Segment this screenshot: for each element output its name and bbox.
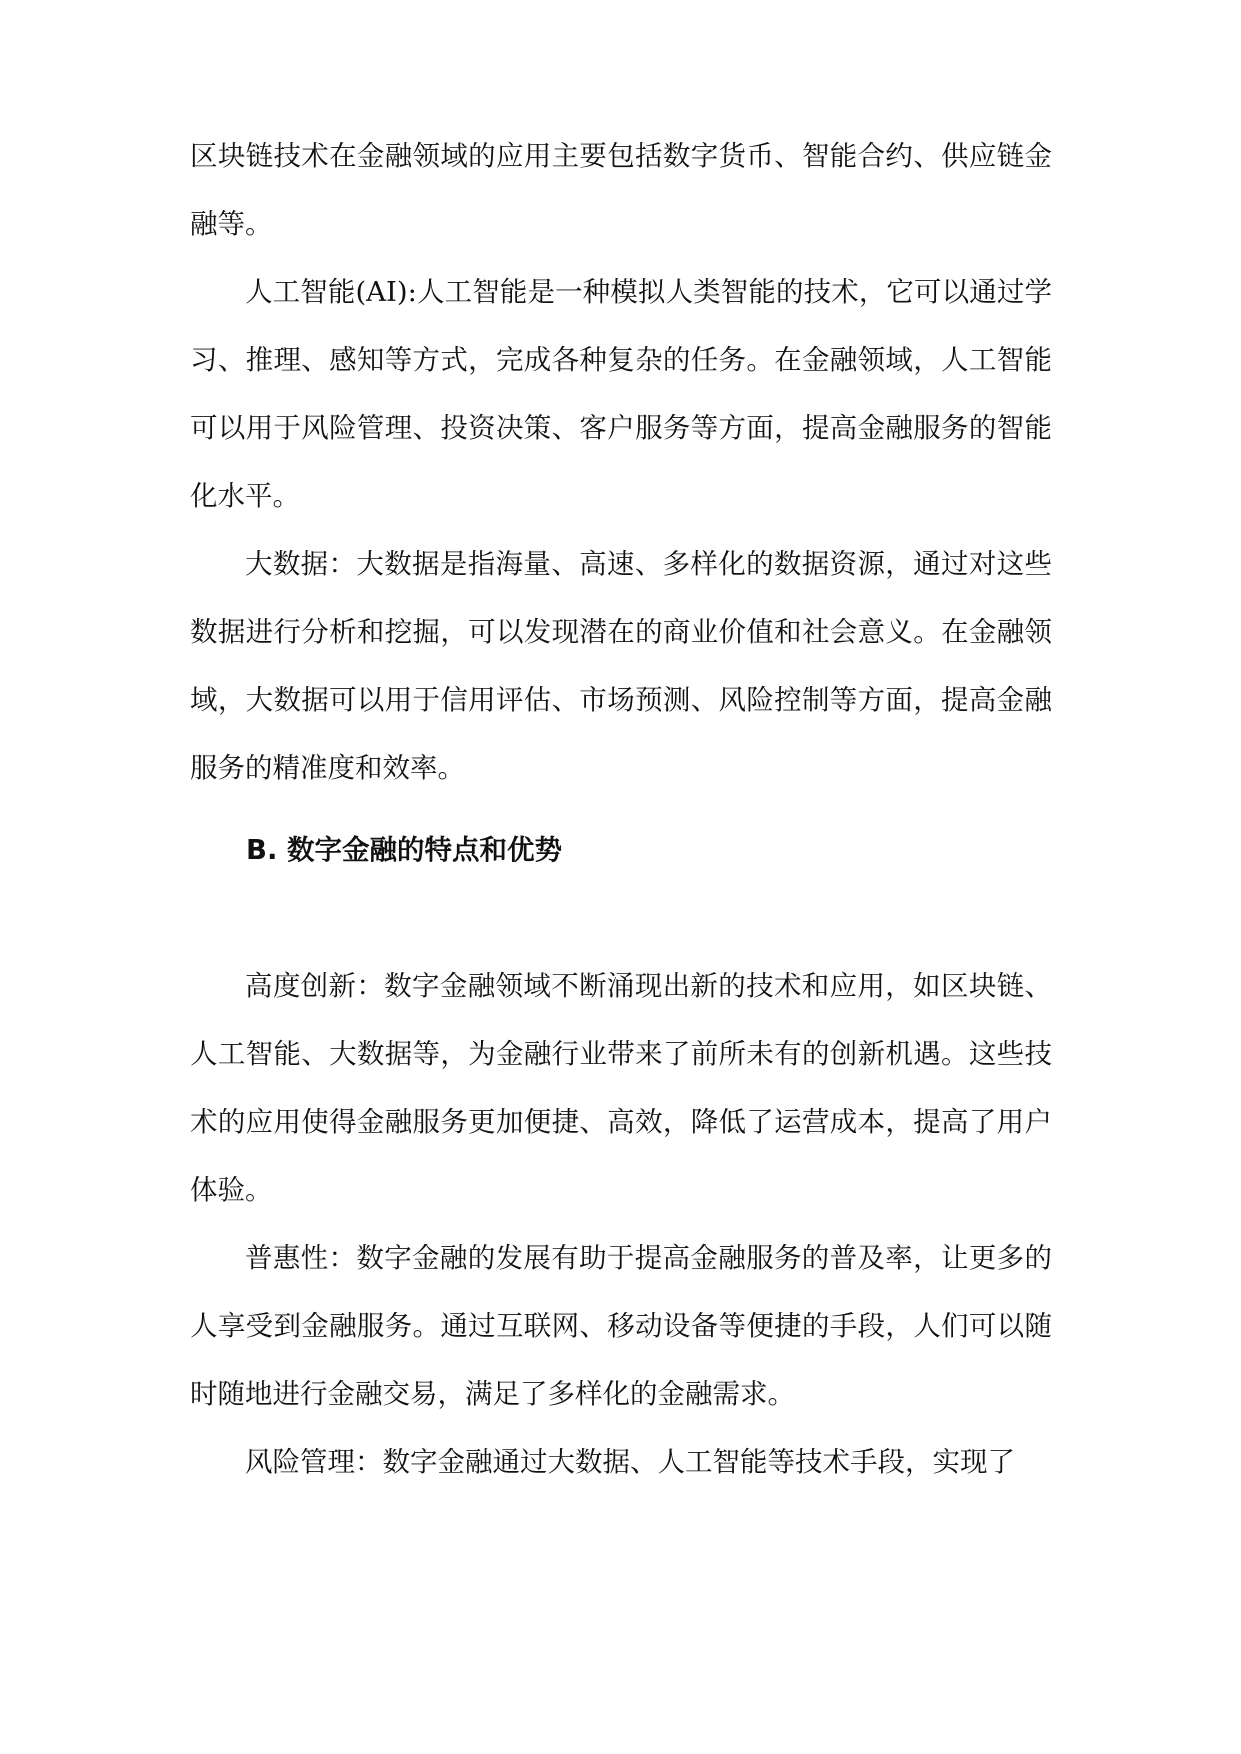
paragraph-inclusiveness: 普惠性：数字金融的发展有助于提高金融服务的普及率，让更多的人享受到金融服务。通过互联网、移动设备等便捷的手段，人们可以随时随地进行金融交易，满足了多样化的金融需求。 (190, 1242, 1052, 1410)
paragraph-big-data: 大数据：大数据是指海量、高速、多样化的数据资源，通过对这些数据进行分析和挖掘，可以发现潜在的商业价值和社会意义。在金融领域，大数据可以用于信用评估、市场预测、风险控制等方面，提高金融服务的精准度和效率。 (190, 548, 1052, 784)
paragraph-artificial-intelligence: 人工智能(AI):人工智能是一种模拟人类智能的技术，它可以通过学习、推理、感知等方式，完成各种复杂的任务。在金融领域，人工智能可以用于风险管理、投资决策、客户服务等方面，提高金融服务的智能化水平。 (190, 276, 1052, 512)
paragraph-blockchain-continued: 区块链技术在金融领域的应用主要包括数字货币、智能合约、供应链金融等。 (190, 140, 1052, 240)
paragraph-risk-management: 风险管理：数字金融通过大数据、人工智能等技术手段，实现了 (245, 1446, 1015, 1478)
paragraph-high-innovation: 高度创新：数字金融领域不断涌现出新的技术和应用，如区块链、人工智能、大数据等，为金融行业带来了前所未有的创新机遇。这些技术的应用使得金融服务更加便捷、高效，降低了运营成本，提高了用户体验。 (190, 970, 1052, 1206)
section-heading: B. 数字金融的特点和优势 (246, 834, 562, 866)
